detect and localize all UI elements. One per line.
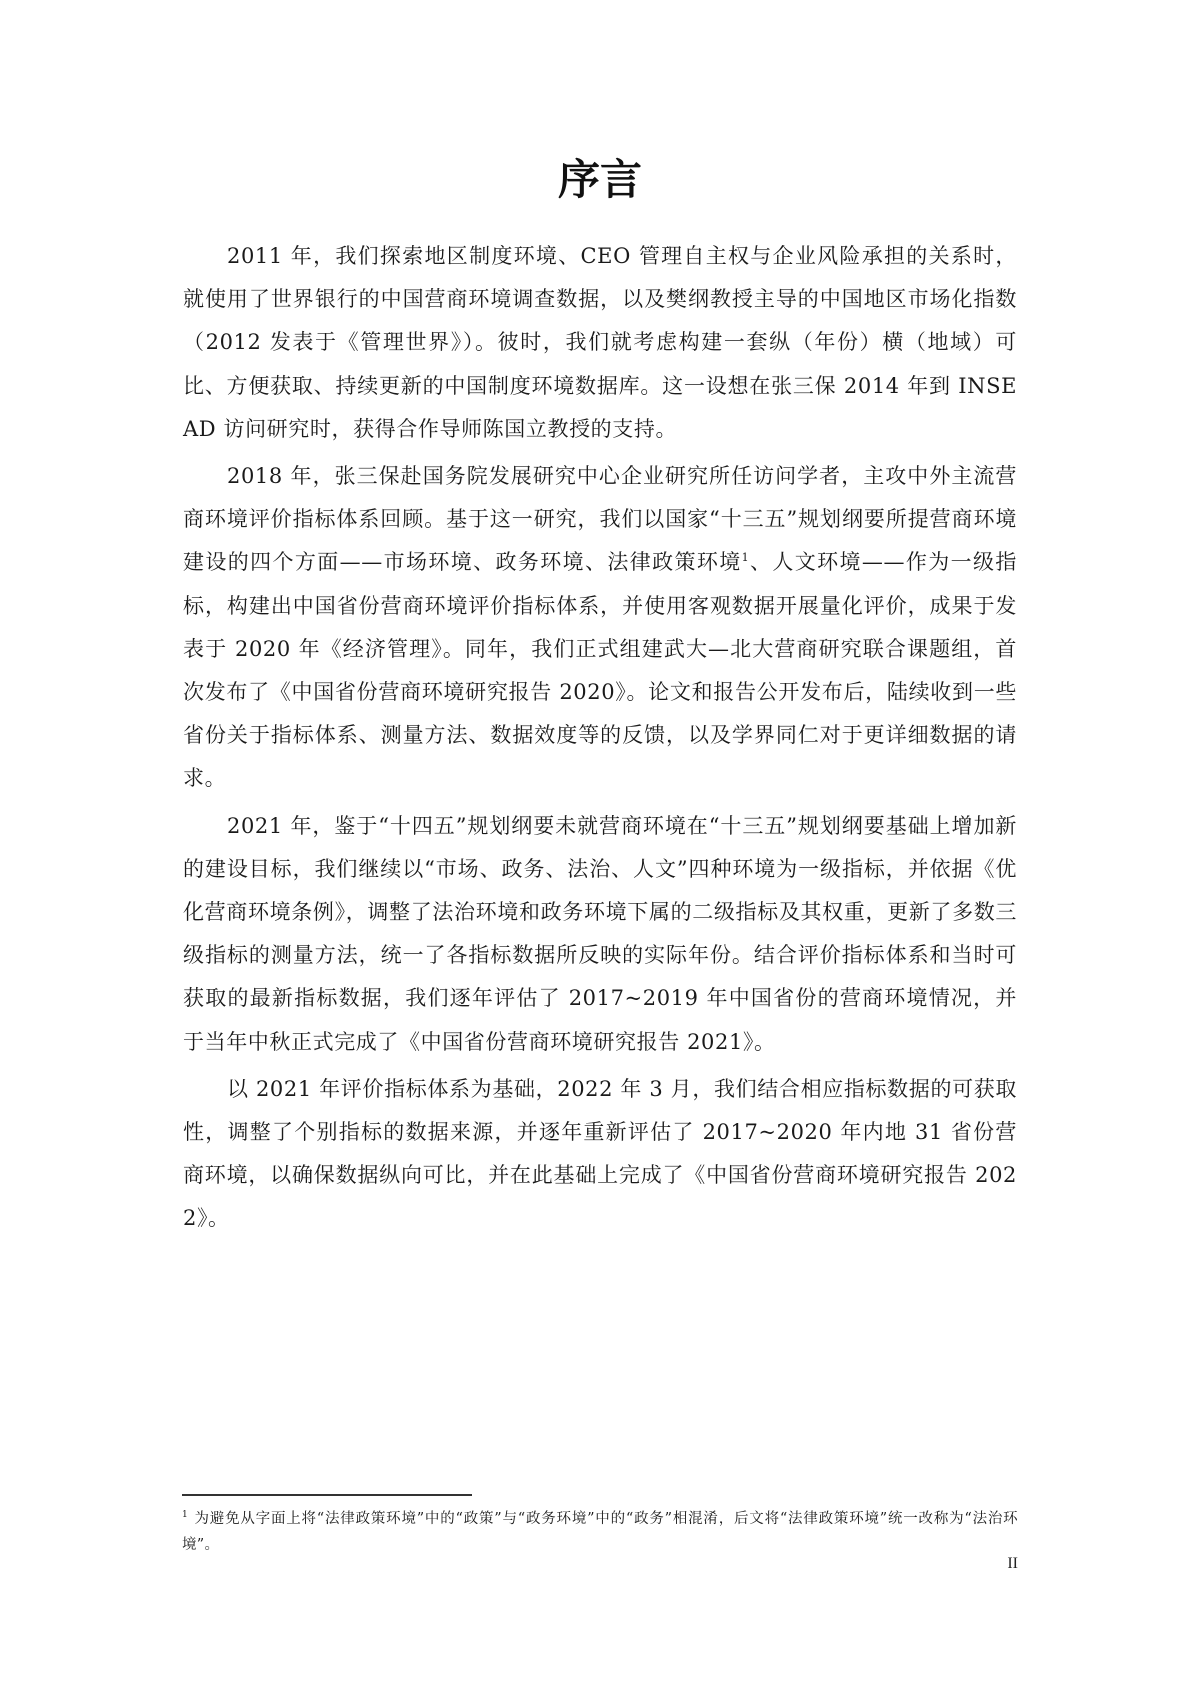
paragraph-2 — [183, 455, 1017, 801]
paragraph-2-part-1: 2018 年，张三保赴国务院发展研究中心企业研究所任访问学者，主攻中外主流营商环境评价指标体系回顾。基于这一研究，我们以国家“十三五”规划纲要所提营商环境建设的四个方面——市场环境、政务环境、法律政策环境 — [183, 464, 1017, 575]
page-number: II — [1007, 1555, 1018, 1572]
footnote-reference[interactable]: 1 — [741, 551, 750, 565]
footnote — [182, 1506, 1018, 1558]
paragraph-4: 以 2021 年评价指标体系为基础，2022 年 3 月，我们结合相应指标数据的可获取性，调整了个别指标的数据来源，并逐年重新评估了 2017~2020 年内地 31 省份营商环境，以确保数据纵向可比，并在此基础上完成了《中国省份营商环境研究报告 2022》。 — [183, 1076, 1017, 1231]
footnote-marker: 1 — [182, 1510, 189, 1521]
footnote-text: 为避免从字面上将“法律政策环境”中的“政策”与“政务环境”中的“政务”相混淆，后文将“法律政策环境”统一改称为“法治环境”。 — [182, 1511, 1018, 1553]
paragraph-1: 2011 年，我们探索地区制度环境、CEO 管理自主权与企业风险承担的关系时，就使用了世界银行的中国营商环境调查数据，以及樊纲教授主导的中国地区市场化指数（2012 发表于《管理世界》）。彼时，我们就考虑构建一套纵（年份）横（地域）可比、方便获取、持续更新的中国制度环境数据库。这一设想在张三保 2014 年到 INSEAD 访问研究时，获得合作导师陈国立教授的支持。 — [183, 244, 1017, 441]
paragraph-2-part-2: 、人文环境——作为一级指标，构建出中国省份营商环境评价指标体系，并使用客观数据开展量化评价，成果于发表于 2020 年《经济管理》。同年，我们正式组建武大—北大营商研究联合课题组，首次发布了《中国省份营商环境研究报告 2020》。论文和报告公开发布后，陆续收到一些省份关于指标体系、测量方法、数据效度等的反馈，以及学界同仁对于更详细数据的请求。 — [183, 550, 1017, 791]
body-text — [183, 235, 1017, 1241]
paragraph-3: 2021 年，鉴于“十四五”规划纲要未就营商环境在“十三五”规划纲要基础上增加新的建设目标，我们继续以“市场、政务、法治、人文”四种环境为一级指标，并依据《优化营商环境条例》，调整了法治环境和政务环境下属的二级指标及其权重，更新了多数三级指标的测量方法，统一了各指标数据所反映的实际年份。结合评价指标体系和当时可获取的最新指标数据，我们逐年评估了 2017~2019 年中国省份的营商环境情况，并于当年中秋正式完成了《中国省份营商环境研究报告 2021》。 — [183, 813, 1017, 1054]
page-title: 序言 — [557, 155, 642, 204]
footnote-divider — [182, 1494, 472, 1496]
